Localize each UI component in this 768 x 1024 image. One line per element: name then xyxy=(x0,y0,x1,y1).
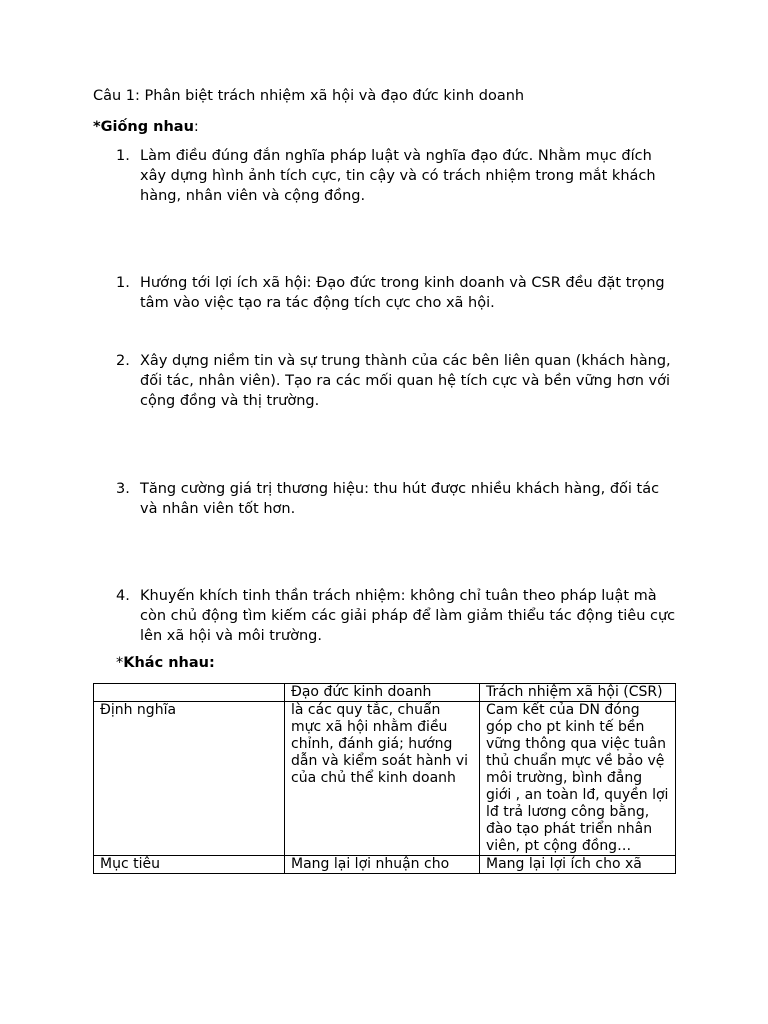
list-item-number: 4. xyxy=(116,588,130,604)
table-header-cell: Đạo đức kinh doanh xyxy=(285,684,480,702)
list-item xyxy=(116,479,676,519)
table-cell: Cam kết của DN đóng góp cho pt kinh tế bền vững thông qua việc tuân thủ chuẩn mực về bảo vệ môi trường, bình đẳng giới , an toàn lđ, quyền lợi lđ trả lương công bằng, đào tạo phát triển nhân viên, pt cộng đồng… xyxy=(480,702,676,856)
table-cell: là các quy tắc, chuẩn mực xã hội nhằm điều chỉnh, đánh giá; hướng dẫn và kiểm soát hành vi của chủ thể kinh doanh xyxy=(285,702,480,856)
list-item-text: Khuyến khích tinh thần trách nhiệm: không chỉ tuân theo pháp luật mà còn chủ động tìm kiếm các giải pháp để làm giảm thiểu tác động tiêu cực lên xã hội và môi trường. xyxy=(140,588,676,644)
table-header-cell xyxy=(94,684,285,702)
table-header-row xyxy=(94,684,676,702)
list-item-number: 1. xyxy=(116,148,130,164)
table-cell: Mang lại lợi nhuận cho xyxy=(285,856,480,874)
list-item-number: 1. xyxy=(116,275,130,291)
list-item-text: Tăng cường giá trị thương hiệu: thu hút được nhiều khách hàng, đối tác và nhân viên tốt hơn. xyxy=(140,481,660,517)
table-cell: Mục tiêu xyxy=(94,856,285,874)
similarities-heading xyxy=(93,117,199,137)
similarities-colon: : xyxy=(193,119,199,135)
table-cell: Định nghĩa xyxy=(94,702,285,856)
differences-label: Khác nhau: xyxy=(123,655,215,671)
list-item xyxy=(116,351,676,411)
list-item xyxy=(116,586,676,646)
table-row xyxy=(94,702,676,856)
table-cell: Mang lại lợi ích cho xã xyxy=(480,856,676,874)
list-item-number: 3. xyxy=(116,481,130,497)
list-item-text: Hướng tới lợi ích xã hội: Đạo đức trong kinh doanh và CSR đều đặt trọng tâm vào việc tạo ra tác động tích cực cho xã hội. xyxy=(140,275,665,311)
list-item-text: Làm điều đúng đắn nghĩa pháp luật và nghĩa đạo đức. Nhằm mục đích xây dựng hình ảnh tích cực, tin cậy và có trách nhiệm trong mắt khách hàng, nhân viên và cộng đồng. xyxy=(140,148,656,204)
table-header-cell: Trách nhiệm xã hội (CSR) xyxy=(480,684,676,702)
question-heading: Câu 1: Phân biệt trách nhiệm xã hội và đạo đức kinh doanh xyxy=(93,88,525,104)
table-row xyxy=(94,856,676,874)
list-item-text: Xây dựng niềm tin và sự trung thành của các bên liên quan (khách hàng, đối tác, nhân viên). Tạo ra các mối quan hệ tích cực và bền vững hơn với cộng đồng và thị trường. xyxy=(140,353,671,409)
list-item-number: 2. xyxy=(116,353,130,369)
comparison-table xyxy=(93,683,676,874)
similarities-label: *Giống nhau xyxy=(93,119,194,135)
list-item xyxy=(116,273,676,313)
differences-heading xyxy=(116,653,215,673)
differences-prefix: * xyxy=(116,655,124,671)
list-item xyxy=(116,146,676,206)
